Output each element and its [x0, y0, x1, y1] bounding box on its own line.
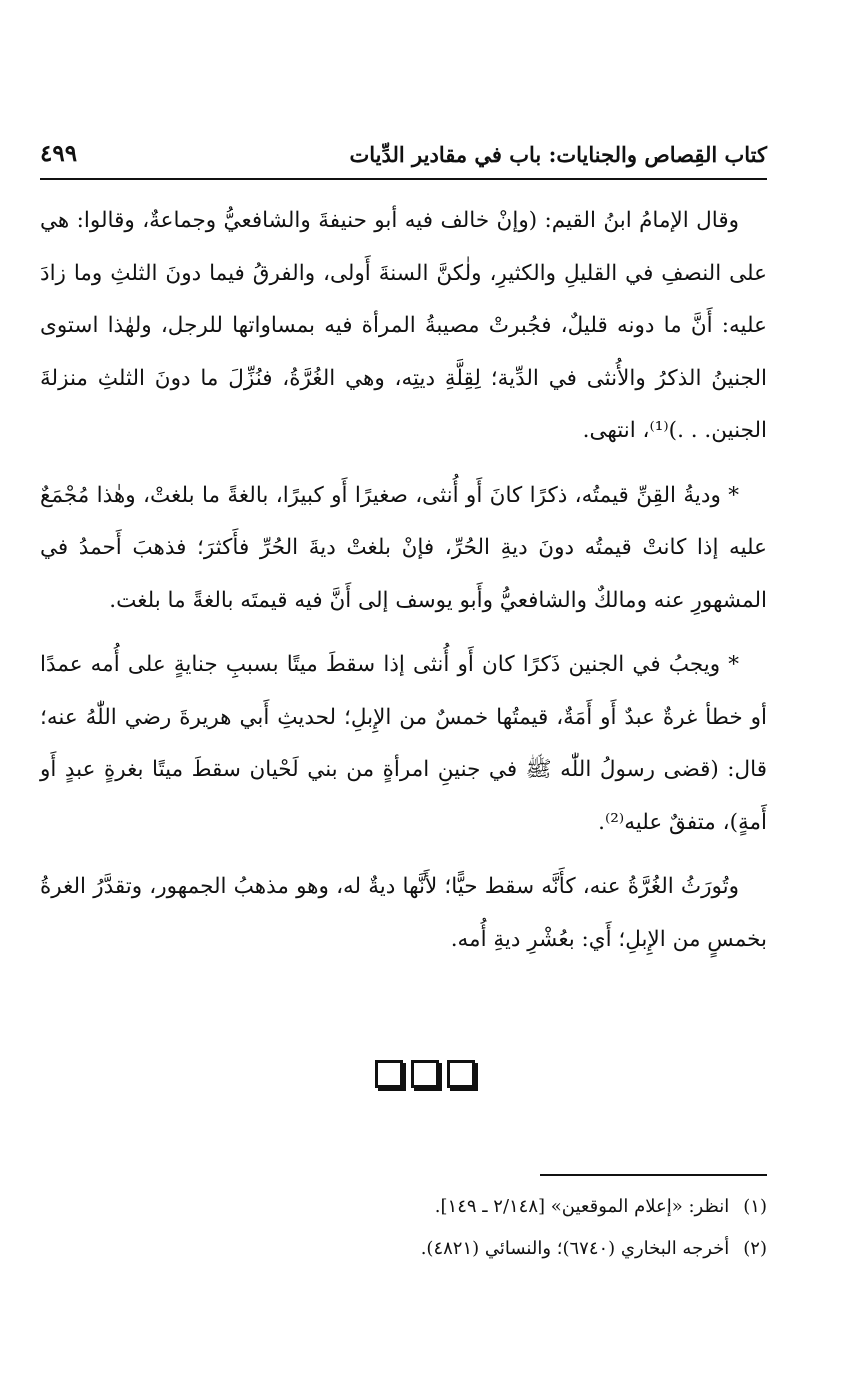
footnote-item — [40, 1228, 767, 1270]
paragraph: * ويجبُ في الجنين ذَكرًا كان أَو أُنثى إذا سقطَ ميتًا بسببِ جنايةٍ على أُمه عمدًا أو خطأ غرةٌ عبدٌ أَو أَمَةٌ، قيمتُها خمسٌ من الإِبلِ؛ لحديثِ أَبي هريرةَ رضي اللّٰهُ عنه؛ قال: (قضى رسولُ اللّٰه ﷺ في جنينِ امرأةٍ من بني لَحْيان سقطَ ميتًا بغرةٍ عبدٍ أَو أَمةٍ)، متفقٌ عليه⁽²⁾. — [40, 652, 767, 835]
paragraph: وقال الإمامُ ابنُ القيم: (وإنْ خالف فيه أبو حنيفةَ والشافعيُّ وجماعةٌ، وقالوا: هي على النصفِ في القليلِ والكثيرِ، ولٰكنَّ السنةَ أَولى، والفرقُ فيما دونَ الثلثِ وما زادَ عليه: أَنَّ ما دونه قليلٌ، فجُبرتْ مصيبةُ المرأة فيه بمساواتها للرجل، ولهٰذا استوى الجنينُ الذكرُ والأُنثى في الدِّية؛ لِقِلَّةِ ديتِه، وهي الغُرَّةُ، فنُزِّلَ ما دونَ الثلثِ منزلةَ الجنين. . .)⁽¹⁾، انتهى. — [40, 208, 767, 443]
footnotes — [40, 1186, 767, 1270]
square-ornament-icon — [447, 1060, 475, 1088]
square-ornament-icon — [411, 1060, 439, 1088]
page-number: ٤٩٩ — [40, 140, 78, 167]
footnote-item — [40, 1186, 767, 1228]
running-title: كتاب القِصاص والجنايات: باب في مقادير الدِّيات — [349, 142, 767, 167]
footnote-text: أخرجه البخاري (٦٧٤٠)؛ والنسائي (٤٨٢١). — [420, 1238, 730, 1259]
main-text — [40, 195, 767, 978]
footnote-number: (٢) — [743, 1238, 767, 1259]
page-header — [40, 140, 767, 180]
section-divider-ornament — [360, 1060, 490, 1088]
footnote-number: (١) — [743, 1196, 767, 1217]
paragraph: * وديةُ القِنِّ قيمتُه، ذكرًا كانَ أَو أُنثى، صغيرًا أَو كبيرًا، بالغةً ما بلغتْ، وهٰذا مُجْمَعٌ عليه إذا كانتْ قيمتُه دونَ ديةِ الحُرِّ، فإنْ بلغتْ ديةَ الحُرِّ فأَكثرَ؛ فذهبَ أَحمدُ في المشهورِ عنه ومالكٌ والشافعيُّ وأَبو يوسف إلى أَنَّ فيه قيمتَه بالغةً ما بلغت. — [40, 482, 767, 613]
paragraph: وتُورَثُ الغُرَّةُ عنه، كأَنَّه سقط حيًّا؛ لأَنَّها ديةٌ له، وهو مذهبُ الجمهور، وتقدَّرُ الغرةُ بخمسٍ من الإِبلِ؛ أَي: بعُشْرِ ديةِ أُمه. — [40, 874, 767, 952]
footnote-text: انظر: «إعلام الموقعين» [٢/١٤٨ ـ ١٤٩]. — [434, 1196, 730, 1217]
footnote-separator — [540, 1174, 767, 1176]
square-ornament-icon — [375, 1060, 403, 1088]
